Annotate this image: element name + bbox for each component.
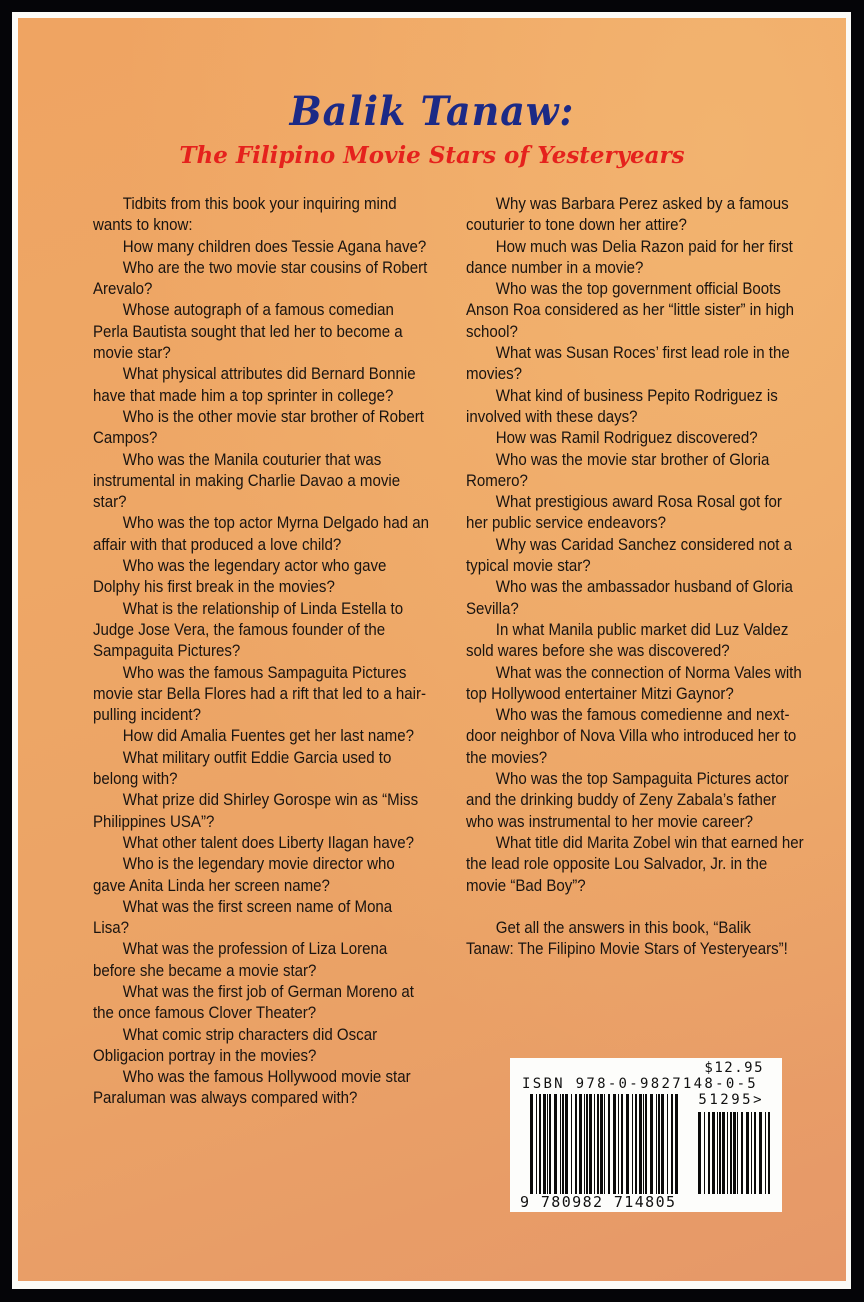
text-line [466,897,810,918]
text-line: involved with these days? [466,407,638,426]
right-text-column [466,194,836,961]
text-line: Philippines USA”? [93,812,215,831]
text-line: Who was the famous comedienne and next- [495,706,790,725]
text-line: What title did Marita Zobel win that earned her [495,833,804,852]
text-line: star? [93,493,127,512]
text-line: wants to know: [93,216,193,235]
text-line: Who was the Manila couturier that was [122,450,382,469]
isbn-barcode [510,1058,782,1212]
text-line: before she became a movie star? [93,961,317,980]
text-line: the lead role opposite Lou Salvador, Jr. in the [466,855,768,874]
text-line: Who is the other movie star brother of Robert [122,407,424,426]
text-line: her public service endeavors? [466,514,667,533]
text-line: affair with that produced a love child? [93,535,342,554]
text-line: Who was the famous Hollywood movie star [122,1068,411,1087]
text-line: sold wares before she was discovered? [466,642,730,661]
addon-barcode-bars [698,1112,772,1194]
text-line: top Hollywood entertainer Mitzi Gaynor? [466,684,734,703]
text-line: Campos? [93,429,158,448]
text-line: Sampaguita Pictures? [93,642,241,661]
left-text-column [93,194,463,1110]
text-line: Who was the movie star brother of Gloria [495,450,770,469]
text-line: What physical attributes did Bernard Bonnie [122,365,416,384]
text-line: movie star Bella Flores had a rift that led to a hair- [93,684,427,703]
text-line: How much was Delia Razon paid for her first [495,237,793,256]
text-line: Paraluman was always compared with? [93,1089,358,1108]
text-line: Lisa? [93,919,129,938]
text-line: Why was Barbara Perez asked by a famous [495,195,789,213]
cover-title: Balik Tanaw: [289,88,575,135]
text-line: gave Anita Linda her screen name? [93,876,330,895]
text-line: have that made him a top sprinter in college? [93,386,394,405]
text-line: door neighbor of Nova Villa who introduced her to [466,727,797,746]
price-label: $12.95 [704,1060,764,1076]
text-line: dance number in a movie? [466,258,644,277]
text-line: Dolphy his first break in the movies? [93,578,335,597]
isbn-label: ISBN 978-0-9827148-0-5 [522,1076,759,1092]
text-line: What was the connection of Norma Vales with [495,663,802,682]
text-line: Who was the top actor Myrna Delgado had an [122,514,430,533]
text-line: pulling incident? [93,706,201,725]
text-line: In what Manila public market did Luz Valdez [495,620,789,639]
text-line: Why was Caridad Sanchez considered not a [495,535,792,554]
text-line: How did Amalia Fuentes get her last name? [122,727,414,746]
text-line: What was the first job of German Moreno at [122,982,414,1001]
text-line: What prestigious award Rosa Rosal got for [495,493,782,512]
text-line: Get all the answers in this book, “Balik [495,919,751,938]
text-line: What was the first screen name of Mona [122,897,393,916]
text-line: Tidbits from this book your inquiring mind [122,195,397,213]
text-line: movie “Bad Boy”? [466,876,586,895]
text-line: What prize did Shirley Gorospe win as “Miss [122,791,419,810]
text-line: school? [466,322,518,341]
text-line: How many children does Tessie Agana have? [122,237,427,256]
text-line: belong with? [93,770,178,789]
text-line: Judge Jose Vera, the famous founder of the [93,620,386,639]
text-line: Anson Roa considered as her “little sister” in high [466,301,795,320]
book-back-cover [18,18,846,1281]
text-line: couturier to tone down her attire? [466,216,687,235]
text-line: instrumental in making Charlie Davao a movie [93,471,401,490]
text-line: the movies? [466,748,548,767]
text-line: movies? [466,365,523,384]
text-line: What was the profession of Liza Lorena [122,940,388,959]
text-line: the once famous Clover Theater? [93,1004,317,1023]
text-line: Arevalo? [93,280,153,299]
text-line: How was Ramil Rodriguez discovered? [495,429,758,448]
text-line: What is the relationship of Linda Estella to [122,599,404,618]
text-line: Romero? [466,471,528,490]
text-line: Whose autograph of a famous comedian [122,301,394,320]
text-line: Sevilla? [466,599,519,618]
text-line: What other talent does Liberty Ilagan have? [122,833,415,852]
text-line: Tanaw: The Filipino Movie Stars of Yesteryears”! [466,940,788,959]
barcode-digits: 9 780982 714805 [520,1193,677,1211]
text-line: What comic strip characters did Oscar [122,1025,378,1044]
text-line: What military outfit Eddie Garcia used to [122,748,392,767]
text-line: Who is the legendary movie director who [122,855,395,874]
text-line: Who was the top Sampaguita Pictures actor [495,770,789,789]
text-line: What was Susan Roces’ first lead role in the [495,344,790,363]
text-line: Perla Bautista sought that led her to become a [93,322,403,341]
text-line: What kind of business Pepito Rodriguez is [495,386,778,405]
text-line: movie star? [93,344,171,363]
price-addon-code: 51295> [698,1092,764,1108]
text-line: and the drinking buddy of Zeny Zabala’s father [466,791,777,810]
text-line: Who was the top government official Boots [495,280,781,299]
cover-subtitle: The Filipino Movie Stars of Yesteryears [179,142,685,169]
text-line: Who are the two movie star cousins of Robert [122,258,428,277]
text-line: Who was the legendary actor who gave [122,557,387,576]
text-line: Who was the ambassador husband of Gloria [495,578,793,597]
text-line: who was instrumental to her movie career? [466,812,754,831]
ean-barcode-bars [530,1094,678,1194]
text-line: typical movie star? [466,557,591,576]
text-line: Who was the famous Sampaguita Pictures [122,663,407,682]
text-line: Obligacion portray in the movies? [93,1046,317,1065]
